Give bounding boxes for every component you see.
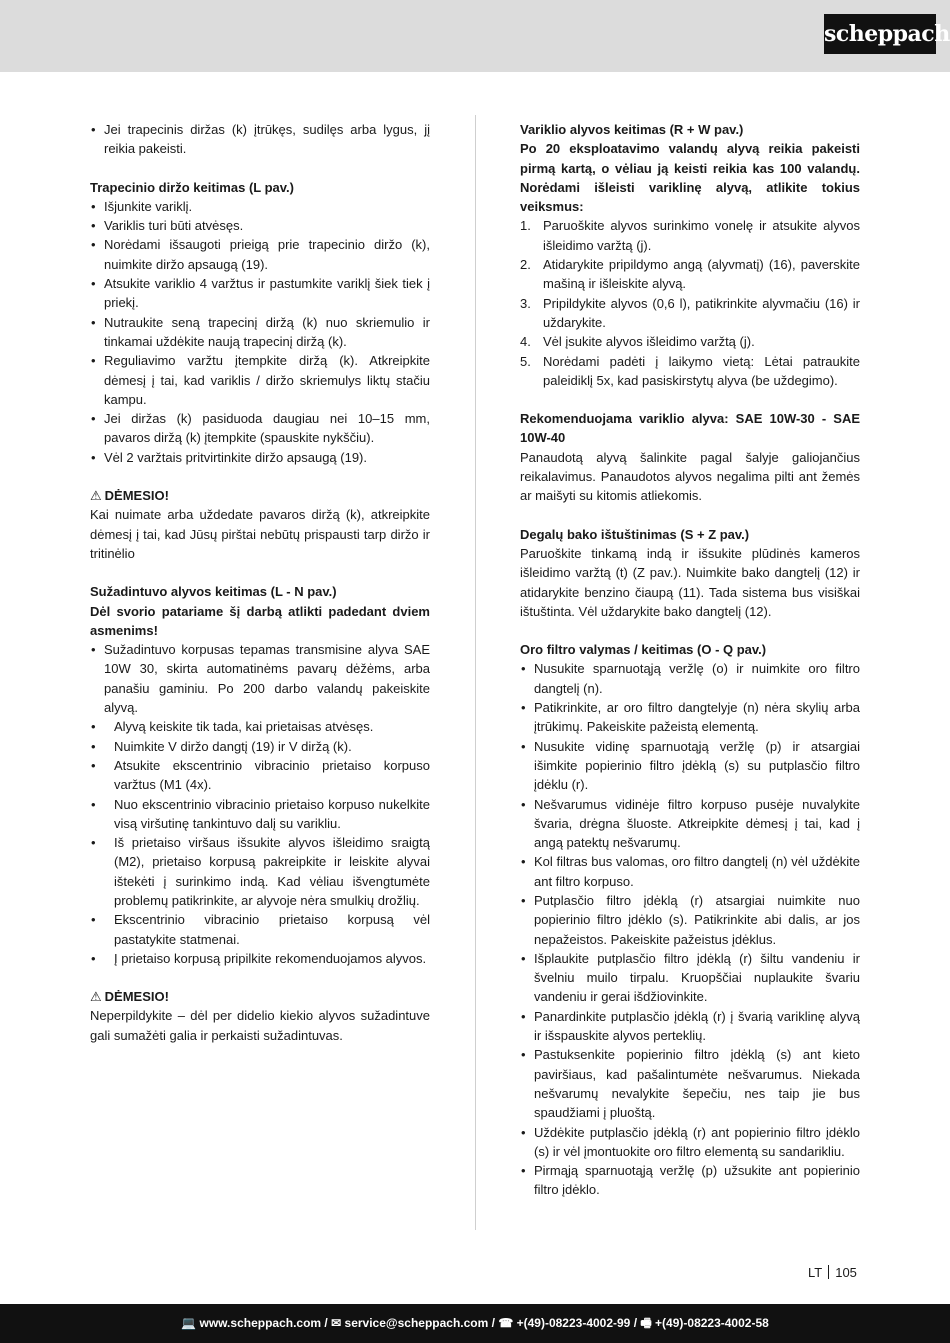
column-divider <box>475 115 476 1230</box>
oil-steps-list <box>90 640 430 717</box>
step-number: 3. <box>520 295 531 311</box>
warning-heading-2 <box>90 987 430 1006</box>
list-item: • Nutraukite seną trapecinį diržą (k) nuo skriemulio ir tinkamai uždėkite naują trapecinį diržą (k). <box>90 313 430 352</box>
engine-oil-steps <box>520 216 860 390</box>
list-item: • Pirmąją sparnuotąją veržlę (p) užsukite ant popierinio filtro įdėklo. <box>520 1161 860 1200</box>
list-item: • Reguliavimo varžtu įtempkite diržą (k). Atkreipkite dėmesį į tai, kad variklis / diržo skriemulys liktų stačiu kampu. <box>90 351 430 409</box>
list-item: • Nešvarumus vidinėje filtro korpuso pusėje nuvalykite švaria, drėgna šluoste. Atkreipkite dėmesį į tai, kad į angą patektų nešvarumų. <box>520 795 860 853</box>
list-item: • Patikrinkite, ar oro filtro dangtelyje (n) nėra skylių arba įtrūkimų. Pakeiskite pažeistą elementą. <box>520 698 860 737</box>
computer-icon: 💻 <box>181 1316 197 1330</box>
list-item: • Nusukite sparnuotąją veržlę (o) ir nuimkite oro filtro dangtelį (n). <box>520 659 860 698</box>
list-item: • Uždėkite putplasčio įdėklą (r) ant popierinio filtro įdėklo (s) ir vėl įmontuokite oro filtro elementą su sandarikliu. <box>520 1123 860 1162</box>
list-item: • Nusukite vidinę sparnuotąją veržlę (p) ir atsargiai išimkite popierinio filtro įdėklą (s) su putplasčio filtro įdėklu (r). <box>520 737 860 795</box>
list-item: • Pastuksenkite popierinio filtro įdėklą (s) ant kieto paviršiaus, kad pašalintumėte nešvarumus. Niekada nešvarumų nevalykite šepečiu, nes taip jie bus spaudžiami į pluoštą. <box>520 1045 860 1122</box>
left-column <box>90 120 430 1045</box>
belt-section-title: Trapecinio diržo keitimas (L pav.) <box>90 179 294 195</box>
list-item <box>520 255 860 294</box>
email-link[interactable]: service@scheppach.com / <box>344 1316 495 1330</box>
list-item: • Nuo ekscentrinio vibracinio prietaiso korpuso nukelkite visą viršutinę tankintuvo dalį su varikliu. <box>90 795 430 834</box>
fax-icon: 🖷 <box>640 1316 652 1330</box>
step-text: Paruoškite alyvos surinkimo vonelę ir atsukite alyvos išleidimo varžtą (j). <box>543 218 860 253</box>
warning-title: DĖMESIO! <box>104 488 169 504</box>
step-text: Vėl įsukite alyvos išleidimo varžtą (j). <box>543 334 755 350</box>
fuel-section-text: Paruoškite tinkamą indą ir išsukite plūdinės kameros išleidimo varžtą (t) (Z pav.). Nuimkite bako dangtelį (12) ir atidarykite benzino čiaupą (11). Tada sistema bus visiškai ištuštinta. Vėl uždarykite bako dangtelį (12). <box>520 545 860 619</box>
recommended-oil-text: Panaudotą alyvą šalinkite pagal šalyje galiojančius reikalavimus. Panaudotos alyvos negalima pilti ant žemės ar maišyti su kitomis atliekomis. <box>520 449 860 504</box>
oil-section-subtitle: Dėl svorio patariame šį darbą atlikti padedant dviem asmenims! <box>90 603 430 638</box>
list-item: • Norėdami išsaugoti prieigą prie trapecinio diržo (k), nuimkite diržo apsaugą (19). <box>90 235 430 274</box>
step-number: 1. <box>520 218 531 234</box>
warning-text-1: Kai nuimate arba uždedate pavaros diržą (k), atkreipkite dėmesį į tai, kad Jūsų pirštai nebūtų prispausti tarp diržo ir tritinėlio <box>90 507 430 561</box>
air-filter-title: Oro filtro valymas / keitimas (O - Q pav.) <box>520 642 767 658</box>
step-text: Atidarykite pripildymo angą (alyvmatį) (16), paverskite mašiną ir išleiskite alyvą. <box>543 257 860 292</box>
list-item: • Nuimkite V diržo dangtį (19) ir V diržą (k). <box>90 737 430 756</box>
step-number: 5. <box>520 353 531 369</box>
air-filter-steps <box>520 659 860 1199</box>
step-number: 2. <box>520 257 531 273</box>
website-link[interactable]: www.scheppach.com / <box>199 1316 328 1330</box>
list-item <box>520 294 860 333</box>
list-item <box>520 352 860 391</box>
list-item: • Alyvą keiskite tik tada, kai prietaisas atvėsęs. <box>90 717 430 736</box>
scheppach-logo: scheppach <box>824 14 936 54</box>
phone-number: +(49)-08223-4002-99 / <box>516 1316 638 1330</box>
list-item: • Išjunkite variklį. <box>90 197 430 216</box>
list-item: • Jei trapecinis diržas (k) įtrūkęs, sudilęs arba lygus, jį reikia pakeisti. <box>90 120 430 159</box>
fuel-section-title: Degalų bako ištuštinimas (S + Z pav.) <box>520 526 750 542</box>
engine-oil-lead: Po 20 eksploatavimo valandų alyvą reikia pakeisti pirmą kartą, o vėliau ją keisti reikia kas 100 valandų. Norėdami išleisti variklinę alyvą, atlikite tokius veiksmus: <box>520 141 860 215</box>
step-number: 4. <box>520 334 531 350</box>
list-item: • Į prietaiso korpusą pripilkite rekomenduojamos alyvos. <box>90 949 430 968</box>
language-code: LT <box>808 1265 823 1280</box>
list-item: • Ekscentrinio vibracinio prietaiso korpusą vėl pastatykite statmenai. <box>90 910 430 949</box>
engine-oil-title: Variklio alyvos keitimas (R + W pav.) <box>520 122 744 137</box>
list-item: • Kol filtras bus valomas, oro filtro dangtelį (n) vėl uždėkite ant filtro korpuso. <box>520 852 860 891</box>
page-footer <box>0 1304 950 1343</box>
oil-section-title: Sužadintuvo alyvos keitimas (L - N pav.) <box>90 584 337 600</box>
list-item <box>520 216 860 255</box>
list-item: • Putplasčio filtro įdėklą (r) atsargiai nuimkite nuo popierinio filtro įdėklo (s). Patikrinkite abi dalis, ar jos nepažeistos. Pakeiskite pažeistus įdėklus. <box>520 891 860 949</box>
belt-steps-list <box>90 197 430 467</box>
step-text: Pripildykite alyvos (0,6 l), patikrinkite alyvmačiu (16) ir uždarykite. <box>543 295 860 330</box>
fax-number: +(49)-08223-4002-58 <box>655 1316 769 1330</box>
list-item: • Atsukite ekscentrinio vibracinio prietaiso korpuso varžtus (M1 (4x). <box>90 756 430 795</box>
right-column <box>520 120 860 1200</box>
page-number <box>808 1265 857 1280</box>
step-text: Norėdami padėti į laikymo vietą: Lėtai patraukite paleidiklį 5x, kad pasiskirstytų alyva (be uždegimo). <box>543 353 860 388</box>
warning-icon: ⚠ <box>90 989 102 1005</box>
warning-heading-1 <box>90 486 430 505</box>
list-item: • Panardinkite putplasčio įdėklą (r) į švarią variklinę alyvą ir išspauskite alyvos perteklių. <box>520 1007 860 1046</box>
list-item: • Iš prietaiso viršaus išsukite alyvos išleidimo sraigtą (M2), prietaiso korpusą pakreipkite ir leiskite alyvai ištekėti į surinkimo indą. Kad vėliau išvengtumėte problemų patikrinkite, ar alyvoje nėra smulkių drožlių. <box>90 833 430 910</box>
list-item: • Išplaukite putplasčio filtro įdėklą (r) šiltu vandeniu ir švelniu muilo tirpalu. Kruopščiai nuplaukite švariu vandeniu ir gerai išdžiovinkite. <box>520 949 860 1007</box>
page-number-value: 105 <box>835 1265 857 1280</box>
recommended-oil-title: Rekomenduojama variklio alyva: SAE 10W-30 - SAE 10W-40 <box>520 411 860 446</box>
page-header <box>0 0 950 72</box>
warning-icon: ⚠ <box>90 488 102 504</box>
warning-title: DĖMESIO! <box>104 989 169 1005</box>
intro-list <box>90 120 430 159</box>
phone-icon: ☎ <box>498 1316 514 1330</box>
list-item: • Atsukite variklio 4 varžtus ir pastumkite variklį šiek tiek į priekį. <box>90 274 430 313</box>
warning-text-2: Neperpildykite – dėl per didelio kiekio alyvos sužadintuve gali sumažėti galia ir perkaisti sužadintuvas. <box>90 1008 430 1043</box>
list-item: • Vėl 2 varžtais pritvirtinkite diržo apsaugą (19). <box>90 448 430 467</box>
list-item: • Variklis turi būti atvėsęs. <box>90 216 430 235</box>
list-item: • Sužadintuvo korpusas tepamas transmisine alyva SAE 10W 30, skirta automatinėms pavarų dėžėms, arba panašiu gaminiu. Po 200 darbo valandų pakeiskite alyvą. <box>90 640 430 717</box>
mail-icon: ✉ <box>331 1316 342 1330</box>
oil-steps-list-continued <box>90 717 430 968</box>
list-item: • Jei diržas (k) pasiduoda daugiau nei 10–15 mm, pavaros diržą (k) įtempkite (spauskite nykščiu). <box>90 409 430 448</box>
list-item <box>520 332 860 351</box>
page-number-separator <box>828 1265 829 1279</box>
